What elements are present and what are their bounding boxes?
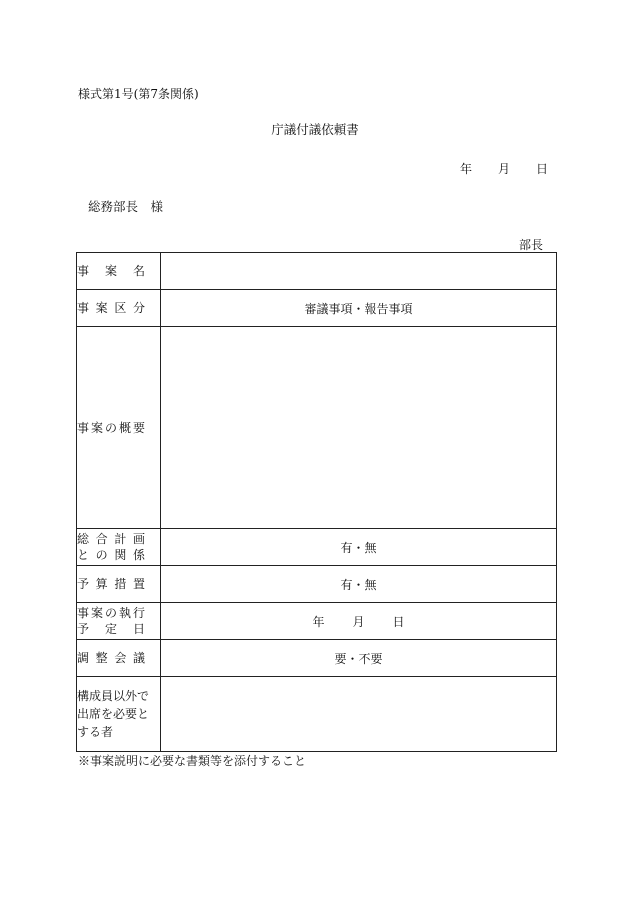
request-form-table	[76, 252, 557, 752]
department-label: 部長	[519, 238, 544, 252]
document-title: 庁議付議依頼書	[271, 122, 359, 137]
budget-value[interactable]: 有・無	[161, 566, 557, 603]
case-summary-field[interactable]	[161, 327, 557, 529]
case-name-label: 事 案 名	[77, 253, 161, 290]
attendees-label-line1: 構成員以外で	[77, 689, 150, 703]
plan-relation-value[interactable]: 有・無	[161, 529, 557, 566]
execution-date-label: 事 案 の 執 行 予 定 日	[77, 603, 161, 640]
row-execution-date	[77, 603, 557, 640]
execution-date-value[interactable]	[161, 603, 557, 640]
row-plan-relation	[77, 529, 557, 566]
case-name-field[interactable]	[161, 253, 557, 290]
attendees-label-line3: する者	[77, 725, 114, 739]
execution-month: 月	[352, 614, 365, 629]
case-category-value[interactable]: 審議事項・報告事項	[161, 290, 557, 327]
addressee: 総務部長 様	[88, 199, 164, 214]
attendees-field[interactable]	[161, 677, 557, 752]
case-summary-label: 事 案 の 概 要	[77, 327, 161, 529]
row-coordination	[77, 640, 557, 677]
date-month: 月	[498, 162, 511, 176]
footnote: ※事案説明に必要な書類等を添付すること	[78, 754, 307, 768]
row-attendees	[77, 677, 557, 752]
row-case-name	[77, 253, 557, 290]
plan-relation-label: 総 合 計 画 と の 関 係	[77, 529, 161, 566]
attendees-label	[77, 677, 161, 752]
date-day: 日	[536, 162, 549, 176]
row-case-category	[77, 290, 557, 327]
execution-year: 年	[312, 614, 325, 629]
date-year: 年	[460, 162, 473, 176]
date-line	[460, 160, 548, 177]
attendees-label-line2: 出席を必要と	[77, 707, 150, 721]
case-category-label: 事 案 区 分	[77, 290, 161, 327]
row-budget	[77, 566, 557, 603]
form-number: 様式第1号(第7条関係)	[78, 87, 199, 101]
coordination-value[interactable]: 要・不要	[161, 640, 557, 677]
row-case-summary	[77, 327, 557, 529]
execution-day: 日	[392, 614, 405, 629]
budget-label: 予 算 措 置	[77, 566, 161, 603]
coordination-label: 調 整 会 議	[77, 640, 161, 677]
